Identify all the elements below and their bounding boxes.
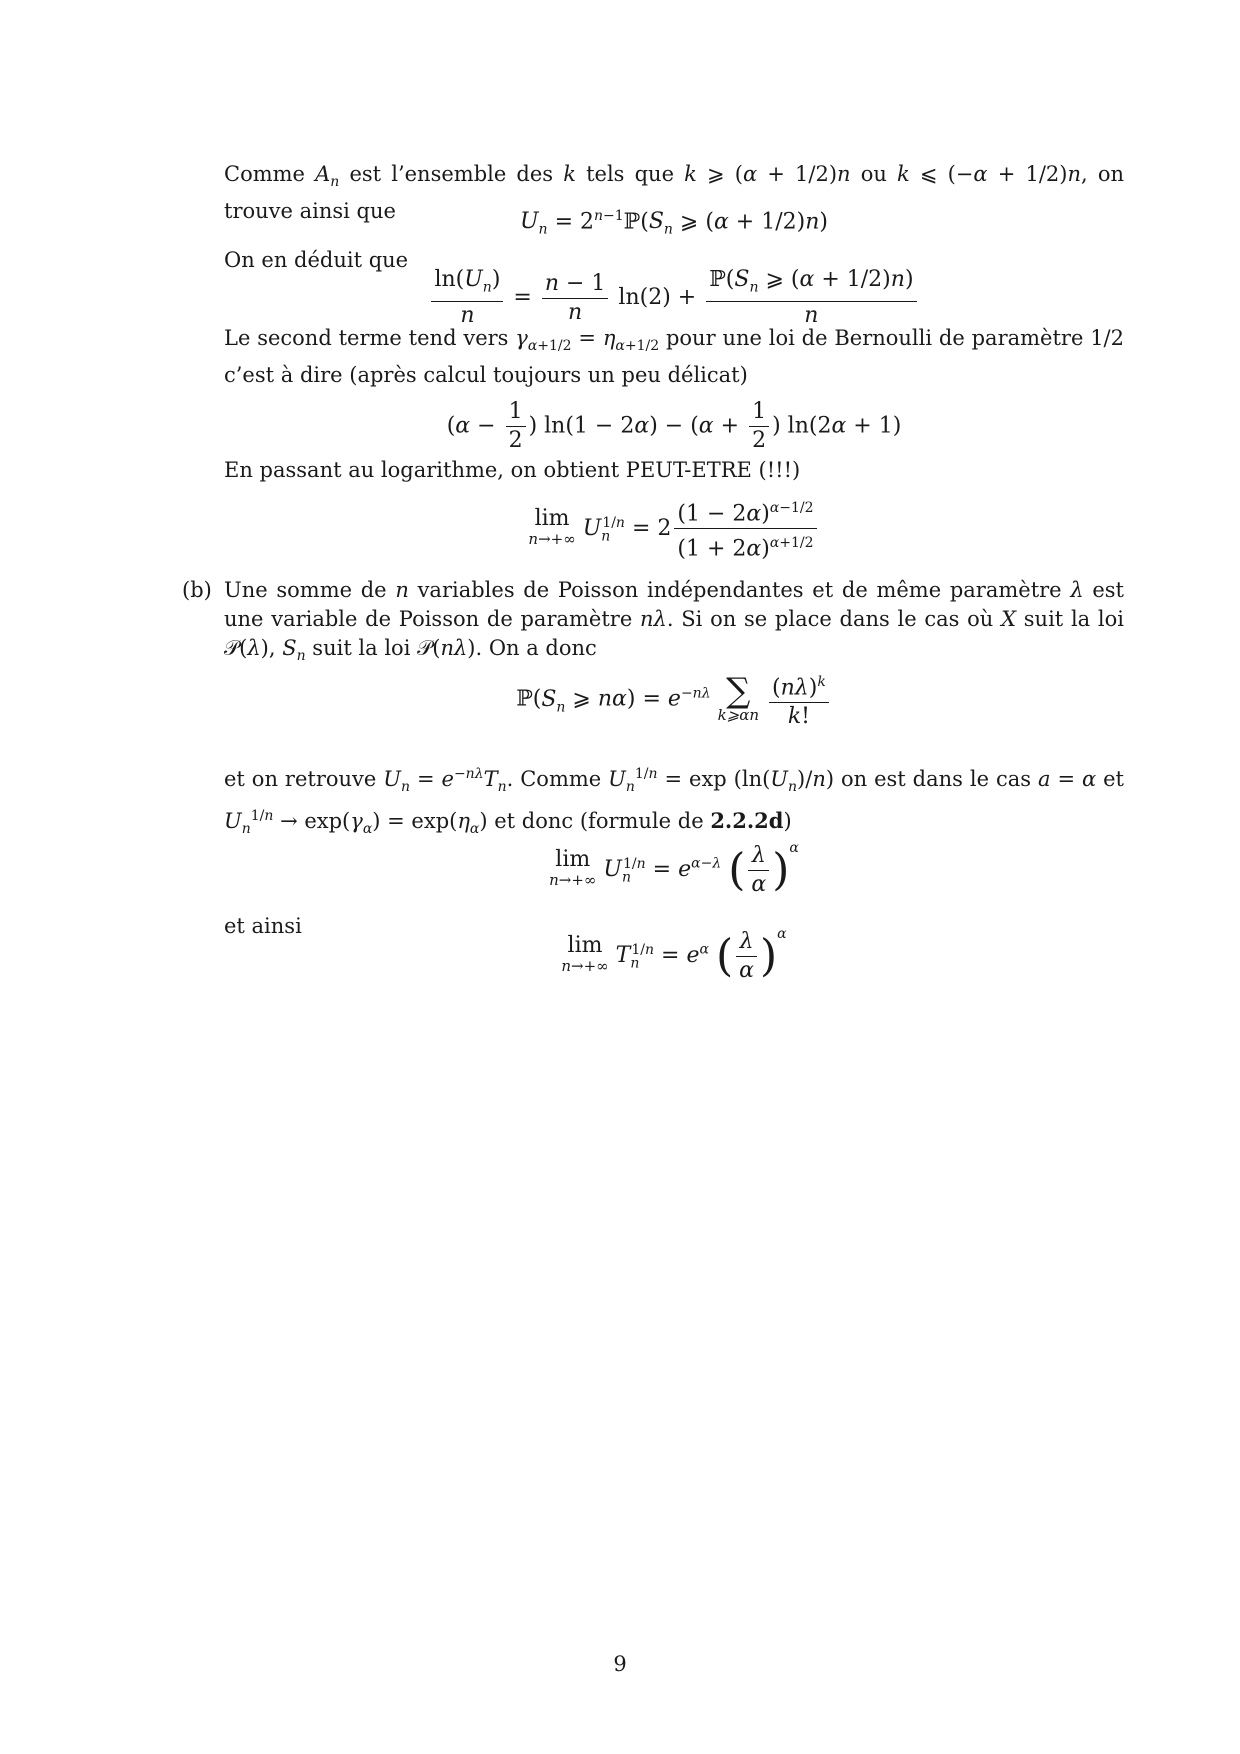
equation-4: lim n→+∞ $U_n^{1/n} = 2$ $\frac{(1 - 2\alpha)^{\alpha-1/2}}{(1 + 2\alpha)^{\alpha+1/2}}$ bbox=[224, 494, 1124, 564]
paragraph-second-term: Le second terme tend vers $\gamma_{\alpha+1/2} = \eta_{\alpha+1/2}$ pour une loi de Bernoulli de paramètre 1/2 c’est à dire (après calcul toujours un peu délicat) bbox=[224, 326, 1124, 388]
paragraph-logarithm: En passant au logarithme, on obtient PEUT-ETRE (!!!) bbox=[224, 458, 801, 482]
paragraph-deduction: On en déduit que bbox=[224, 248, 409, 272]
equation-2: $\frac{\ln(U_n)}{n}$ = $\frac{n - 1}{n}$ ln(2) + $\frac{ℙ(S_n ⩾ (\alpha + 1/2)n)}{n}$ bbox=[224, 266, 1124, 330]
equation-3: (α − $\frac{1}{2}$ ) ln(1 − 2α) − (α + $\frac{1}{2}$ ) ln(2α + 1) bbox=[446, 399, 902, 453]
page-number: 9 bbox=[613, 1652, 627, 1676]
paragraph-retrouve: et on retrouve $U_n = e^{-n\lambda}T_n$. Comme $U_n^{1/n} = \exp (\ln(U_n)/n)$ on est dans le cas a = α et $U_n^{1/n} \to \exp(\gamma_\alpha) = \exp(\eta_\alpha)$ et donc (formule de 2.2.2d) bbox=[224, 766, 1124, 838]
equation-7: lim n→+∞ $T_n^{1/n} = e^\alpha$ ( $\frac{\lambda}{\alpha}$ )$^\alpha$ bbox=[561, 926, 787, 983]
equation-6: lim n→+∞ $U_n^{1/n} = e^{\alpha-\lambda}$ ( $\frac{\lambda}{\alpha}$ )$^\alpha$ bbox=[549, 840, 799, 897]
paragraph-ainsi: et ainsi bbox=[224, 914, 302, 938]
equation-1: $U_n$ = $2^{n-1}ℙ(S_n$ ⩾ (α + 1/2)n) bbox=[520, 208, 828, 238]
item-label-b: (b) bbox=[182, 578, 212, 602]
formula-reference: 2.2.2d bbox=[710, 808, 784, 834]
equation-5: $ℙ(S_n$ ⩾ $n\alpha) = e^{-n\lambda}$ ∑ k⩾αn $\frac{(n\lambda)^k}{k!}$ bbox=[224, 668, 1124, 731]
paragraph-intro: Comme $A_n$ est l’ensemble des k tels que k ⩾ (α + 1/2)n ou k ⩽ (−α + 1/2)n, on trouve ainsi que bbox=[224, 162, 1124, 224]
paragraph-poisson: Une somme de n variables de Poisson indépendantes et de même paramètre λ est une variable de Poisson de paramètre nλ. Si on se place dans le cas où X suit la loi 𝒫(λ), $S_n$ suit la loi 𝒫(nλ). On a donc bbox=[224, 578, 1124, 665]
